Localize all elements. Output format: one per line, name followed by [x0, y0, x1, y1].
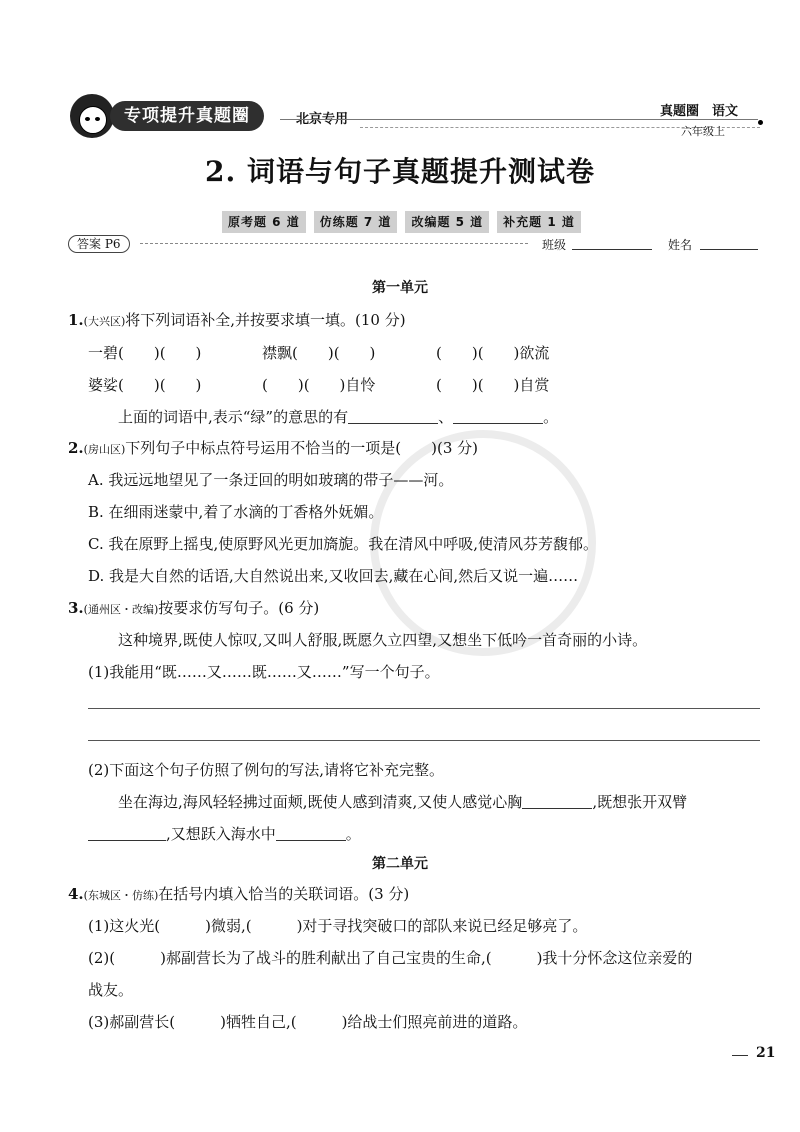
- page-number-dash: [732, 1055, 748, 1056]
- q3-part-2-cont: ,又想跃入海水中 。: [88, 823, 361, 844]
- q3-example: 这种境界,既使人惊叹,又叫人舒服,既愿久立四望,又想坐下低吟一首奇丽的小诗。: [118, 631, 648, 649]
- count-original: 原考题 6 道: [222, 211, 306, 233]
- q1-word-4: 婆娑( )( ): [88, 376, 202, 394]
- q3-part-1: (1)我能用“既……又……既……又……”写一个句子。: [88, 663, 440, 681]
- header-divider: [280, 119, 758, 120]
- mascot-logo: [70, 94, 114, 138]
- answer-reference: 答案 P6: [68, 235, 130, 253]
- q1-blank-2[interactable]: [453, 407, 543, 424]
- header-dot: [758, 120, 763, 125]
- q3-part-2: (2)下面这个句子仿照了例句的写法,请将它补充完整。: [88, 761, 445, 779]
- name-blank[interactable]: [700, 249, 758, 250]
- q3-blank-3[interactable]: [276, 824, 346, 841]
- region-label: 北京专用: [296, 112, 349, 127]
- q2-stem: 2.(房山区)下列句子中标点符号运用不恰当的一项是( )(3 分): [68, 439, 478, 457]
- count-supplement: 补充题 1 道: [497, 211, 581, 233]
- q2-option-a: A. 我远远地望见了一条迂回的明如玻璃的带子——河。: [88, 471, 454, 489]
- q1-word-5: ( )( )自怜: [262, 376, 376, 394]
- q2-option-b: B. 在细雨迷蒙中,着了水滴的丁香格外妩媚。: [88, 503, 384, 521]
- q1-word-2: 襟飘( )( ): [262, 344, 376, 362]
- q3-answer-line-1[interactable]: [88, 708, 760, 709]
- q4-sentence-3: (3)郝副营长( )牺牲自己,( )给战士们照亮前进的道路。: [88, 1013, 528, 1031]
- q3-answer-line-2[interactable]: [88, 740, 760, 741]
- q1-followup: 上面的词语中,表示“绿”的意思的有 、 。: [118, 408, 559, 426]
- unit-2-heading: 第二单元: [372, 856, 428, 872]
- q1-word-1: 一碧( )( ): [88, 344, 202, 362]
- cut-line: [140, 243, 528, 244]
- q1-word-6: ( )( )自赏: [436, 376, 550, 394]
- q1-word-3: ( )( )欲流: [436, 344, 550, 362]
- grade-label: 六年级上: [681, 125, 725, 138]
- q4-sentence-2: (2)( )郝副营长为了战斗的胜利献出了自己宝贵的生命,( )我十分怀念这位亲爱的: [88, 949, 693, 967]
- q3-stem: 3.(通州区・改编)按要求仿写句子。(6 分): [68, 599, 320, 617]
- page-number: 21: [756, 1045, 776, 1061]
- q2-option-d: D. 我是大自然的话语,大自然说出来,又收回去,藏在心间,然后又说一遍……: [88, 567, 579, 585]
- count-adapted: 改编题 5 道: [405, 211, 489, 233]
- q4-sentence-2-cont: 战友。: [88, 981, 134, 999]
- page-title: 2. 词语与句子真题提升测试卷: [205, 155, 595, 188]
- brand-badge: 专项提升真题圈: [110, 101, 264, 131]
- q3-blank-2[interactable]: [88, 824, 166, 841]
- question-counts: [222, 211, 616, 233]
- q1-blank-1[interactable]: [348, 407, 438, 424]
- q3-blank-1[interactable]: [522, 792, 592, 809]
- q2-option-c: C. 我在原野上摇曳,使原野风光更加旖旎。我在清风中呼吸,使清风芬芳馥郁。: [88, 535, 599, 553]
- unit-1-heading: 第一单元: [372, 280, 428, 296]
- class-blank[interactable]: [572, 249, 652, 250]
- q3-part-2-text: 坐在海边,海风轻轻拂过面颊,既使人感到清爽,又使人感觉心胸 ,既想张开双臂: [118, 793, 688, 811]
- q1-stem: 1.(大兴区)将下列词语补全,并按要求填一填。(10 分): [68, 311, 406, 329]
- count-imitation: 仿练题 7 道: [314, 211, 398, 233]
- class-label: 班级: [542, 238, 567, 252]
- q4-sentence-1: (1)这火光( )微弱,( )对于寻找突破口的部队来说已经足够亮了。: [88, 917, 588, 935]
- q4-stem: 4.(东城区・仿练)在括号内填入恰当的关联词语。(3 分): [68, 885, 410, 903]
- name-label: 姓名: [668, 238, 693, 252]
- series-label: 真题圈 语文: [660, 104, 739, 119]
